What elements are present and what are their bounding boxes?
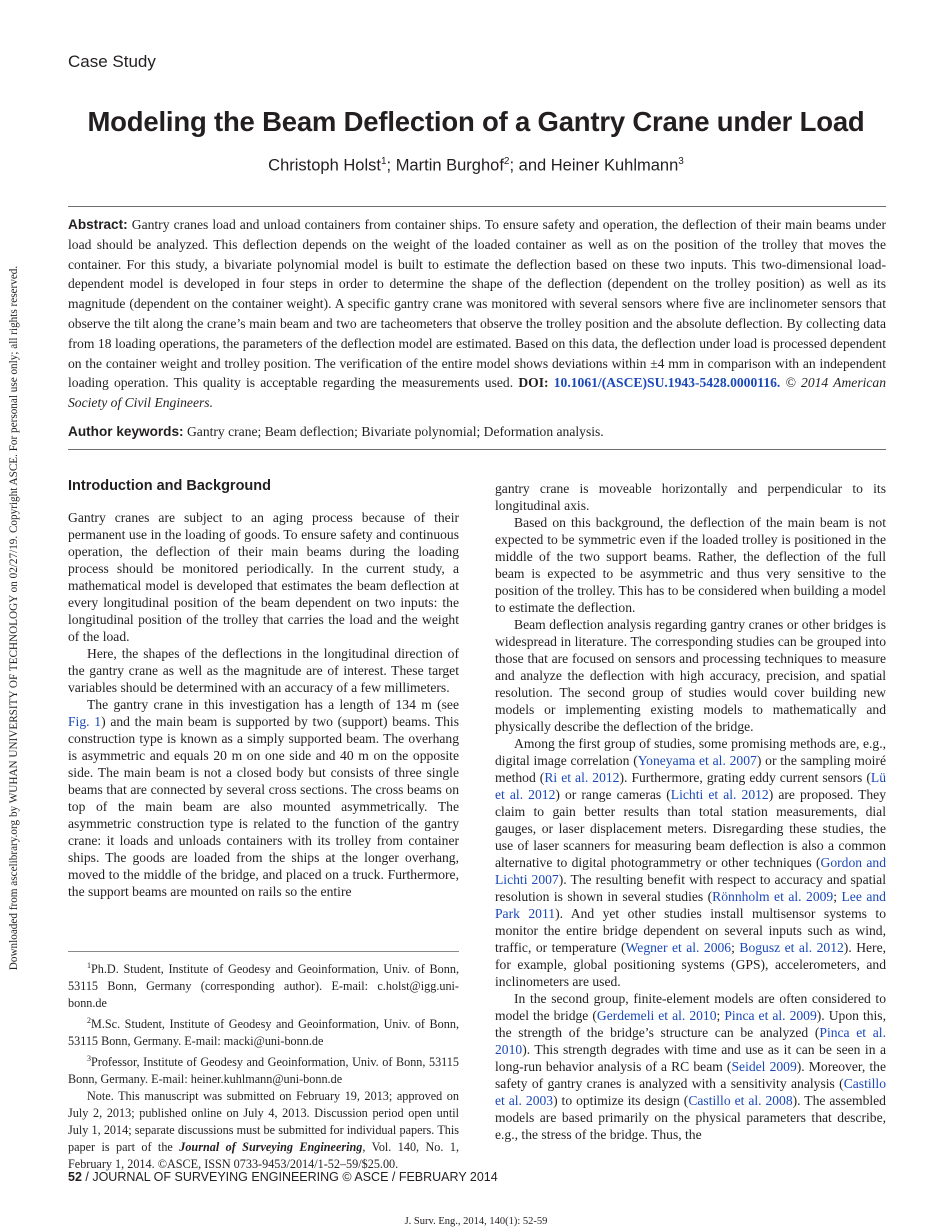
author-separator: ;	[386, 156, 396, 175]
body-text: ). This strength degrades with time and use as it can be seen in a long-run behavior analysis of a RC beam (	[495, 1042, 886, 1074]
author-affiliation-mark: 1	[380, 156, 387, 167]
abstract-bottom-rule	[68, 449, 886, 450]
paragraph	[68, 645, 459, 696]
body-text: ). Moreover, the safety of gantry cranes is analyzed with a sensitivity analysis (	[495, 1059, 886, 1091]
citation-link[interactable]: Gerdemeli et al. 2010	[596, 1008, 717, 1023]
citation-link[interactable]: Castillo et al. 2008	[688, 1093, 793, 1108]
footnote: $^3$Professor, Institute of Geodesy and Geoinformation, Univ. of Bonn, 53115 Bonn, Germany. E-mail: heiner.kuhlmann@uni-bonn.de	[68, 1054, 459, 1087]
citation-link[interactable]: Pinca et al. 2009	[724, 1008, 817, 1023]
page-footer	[68, 1170, 498, 1184]
body-text: ). The resulting benefit with respect to accuracy and spatial resolution is shown in several studies (	[495, 872, 886, 904]
body-text: ) or range cameras (	[555, 787, 671, 802]
footnote-rule	[68, 951, 459, 952]
body-text: ;	[833, 889, 842, 904]
author-list	[0, 156, 952, 176]
author-affiliation-mark: 2	[503, 156, 510, 167]
body-text: ) to optimize its design (	[553, 1093, 689, 1108]
citation-link[interactable]: Wegner et al. 2006	[625, 940, 732, 955]
keywords-text: Gantry crane; Beam deflection; Bivariate polynomial; Deformation analysis.	[186, 424, 604, 439]
author-name: Christoph Holst	[268, 156, 381, 175]
citation-link[interactable]: Pinca et al. 2010	[495, 1025, 886, 1057]
abstract-top-rule	[68, 206, 886, 207]
abstract	[68, 215, 886, 413]
page-number: 52	[68, 1170, 82, 1184]
body-text: Among the first group of studies, some promising methods are, e.g., digital image correlation (	[495, 736, 886, 768]
paragraph	[495, 990, 886, 1143]
body-text: ;	[731, 940, 740, 955]
manuscript-note: Note. This manuscript was submitted on February 19, 2013; approved on July 2, 2013; published online on July 4, 2013. Discussion period open until July 1, 2014; separate discussions must be submitted for individual papers. This paper is part of the Journal of Surveying Engineering, Vol. 140, No. 1, February 1, 2014. ©ASCE, ISSN 0733-9453/2014/1-52–59/$25.00.	[68, 1089, 459, 1172]
paragraph	[495, 514, 886, 616]
body-text: ). The assembled models are based primarily on the physical parameters that describe, e.g., the stress of the bridge. Thus, the	[495, 1093, 886, 1142]
abstract-text: Gantry cranes load and unload containers from container ships. To ensure safety and operation, the deflection of their main beams under load should be analyzed. This deflection depends on the weight of the loaded container as well as on the position of the trolley that moves the container. For this study, a bivariate polynomial model is built to estimate the deflection based on these two inputs. This two-dimensional load-dependent model is developed in four steps in order to determine the shape of the deflection (dependent on the trolley position) as well as its magnitude (dependent on the container weight). A specific gantry crane was monitored with several sensors where five are inclinometer sensors that observe the tilt along the crane’s main beam and two are tacheometers that observe the trolley position and the absolute deflection. By collecting data from 18 loading operations, the parameters of the deflection model are estimated. Based on this data, the deflection under load is processed dependent on the container weight and trolley position. The verification of the entire model shows deviations within ±4 mm in comparison with an independent loading operation. This quality is acceptable regarding the measurements used.	[68, 217, 887, 391]
author-name: Heiner Kuhlmann	[550, 156, 679, 175]
body-text: Beam deflection analysis regarding gantry cranes or other bridges is widespread in literature. The corresponding studies can be grouped into those that are focused on sensors and processing techniques to measure and analyze the deflection with high accuracy, precision, and spatial resolution. The second group of studies would cover building new models or implementing existing models to mathematically and physically describe the deflection of the bridge.	[495, 617, 886, 734]
keywords-label: Author keywords:	[68, 424, 184, 439]
citation-link[interactable]: Seidel 2009	[731, 1059, 797, 1074]
body-text: ). And yet other studies install multisensor systems to monitor the entire bridge dependent on several inputs such as wind, traffic, or temperature (	[495, 906, 886, 955]
citation-link[interactable]: Lichti et al. 2012	[670, 787, 769, 802]
citation-link[interactable]: Ri et al. 2012	[544, 770, 620, 785]
body-column-left	[68, 509, 459, 900]
paragraph	[68, 509, 459, 645]
author-affiliation-mark: 3	[678, 156, 684, 167]
section-label: Case Study	[68, 52, 156, 71]
body-text: ). Upon this, the strength of the bridge’s structure can be analyzed (	[495, 1008, 886, 1040]
citation-link[interactable]: Gordon and Lichti 2007	[495, 855, 886, 887]
body-text: In the second group, finite-element models are often considered to model the bridge (	[495, 991, 886, 1023]
doi-label: DOI:	[518, 375, 549, 391]
footnotes	[68, 957, 459, 1173]
footnote-list	[68, 957, 459, 1088]
citation-line: J. Surv. Eng., 2014, 140(1): 52-59	[404, 1216, 548, 1227]
body-text: The gantry crane in this investigation has a length of 134 m (see	[87, 697, 459, 712]
footnote: $^2$M.Sc. Student, Institute of Geodesy and Geoinformation, Univ. of Bonn, 53115 Bonn, Germany. E-mail: macki@uni-bonn.de	[68, 1016, 459, 1049]
body-text: Based on this background, the deflection of the main beam is not expected to be symmetric even if the loaded trolley is positioned in the middle of the two support beams. Rather, the deflection of the full beam is expected to be asymmetric and thus very sensitive to the position of the trolley. This has to be considered when building a model to estimate the deflection.	[495, 515, 886, 615]
paragraph	[495, 616, 886, 735]
body-text: ) are proposed. They claim to gain better results than total station measurements, dial gauges, or laser displacement meters. Disregarding these studies, the use of laser scanners for measuring beam deflection is also a common alternative to digital photogrammetry or other techniques (	[495, 787, 886, 870]
body-text: Gantry cranes are subject to an aging process because of their permanent use in the loading of goods. To ensure safety and continuous operation, the deflection of their main beams during the loading process should be monitored periodically. In the current study, a mathematical model is developed that estimates the beam deflection at every longitudinal position of the beam dependent on two inputs: the longitudinal position of the trolley that carries the load and the weight of the load.	[68, 510, 459, 644]
paragraph	[495, 480, 886, 514]
abstract-label: Abstract:	[68, 217, 128, 232]
body-text: ) and the main beam is supported by two (support) beams. This construction type is known as a simply supported beam. The overhang is asymmetric and equals 20 m on one side and 40 m on the opposite side. The main beam is not a closed body but consists of three single beams that are connected by several cross sections. The cross beams on top of the main beam are also mounted asymmetrically. The asymmetric construction type is related to the function of the gantry crane: it loads and unloads containers with its trolley from container ships. The goods are loaded from the ships at the longer overhang, moved to the middle of the bridge, and placed on a truck. Furthermore, the support beams are mounted on rails so the entire	[68, 714, 459, 899]
section-heading-introduction: Introduction and Background	[68, 478, 271, 494]
journal-footer: / JOURNAL OF SURVEYING ENGINEERING © ASCE / FEBRUARY 2014	[81, 1170, 498, 1184]
doi-link[interactable]: 10.1061/(ASCE)SU.1943-5428.0000116.	[553, 375, 781, 391]
citation-link[interactable]: Lee and Park 2011	[495, 889, 886, 921]
copyright-notice: © 2014 American Society of Civil Engineers.	[68, 375, 887, 411]
citation-link[interactable]: Fig. 1	[68, 714, 102, 729]
body-text: ) or the sampling moiré method (	[495, 753, 886, 785]
download-sidebar: Downloaded from ascelibrary.org by WUHAN UNIVERSITY OF TECHNOLOGY on 02/27/19. Copyright ASCE. For personal use only; all rights reserved.	[8, 265, 20, 971]
paragraph	[495, 735, 886, 990]
citation-link[interactable]: Bogusz et al. 2012	[739, 940, 844, 955]
author-separator: ; and	[509, 156, 551, 175]
body-text: ). Furthermore, grating eddy current sensors (	[619, 770, 871, 785]
body-text: ). Here, for example, global positioning systems (GPS), accelerometers, and inclinometers are used.	[495, 940, 887, 989]
author-keywords	[68, 422, 886, 442]
body-text: ;	[716, 1008, 725, 1023]
citation-link[interactable]: Lü et al. 2012	[495, 770, 887, 802]
citation-link[interactable]: Yoneyama et al. 2007	[637, 753, 757, 768]
body-text: Here, the shapes of the deflections in the longitudinal direction of the gantry crane as well as the magnitude are of interest. These target variables should be determined with an accuracy of a few millimeters.	[68, 646, 459, 695]
citation-link[interactable]: Castillo et al. 2003	[495, 1076, 886, 1108]
footnote: $^1$Ph.D. Student, Institute of Geodesy and Geoinformation, Univ. of Bonn, 53115 Bonn, Germany (corresponding author). E-mail: c.holst@igg.uni-bonn.de	[68, 961, 459, 1011]
body-column-right	[495, 480, 886, 1143]
author-name: Martin Burghof	[395, 156, 504, 175]
body-text: gantry crane is moveable horizontally and perpendicular to its longitudinal axis.	[495, 481, 886, 513]
paragraph	[68, 696, 459, 900]
page-title: Modeling the Beam Deflection of a Gantry Crane under Load	[87, 106, 865, 137]
citation-link[interactable]: Rönnholm et al. 2009	[712, 889, 834, 904]
journal-name: Journal of Surveying Engineering	[179, 1140, 363, 1155]
